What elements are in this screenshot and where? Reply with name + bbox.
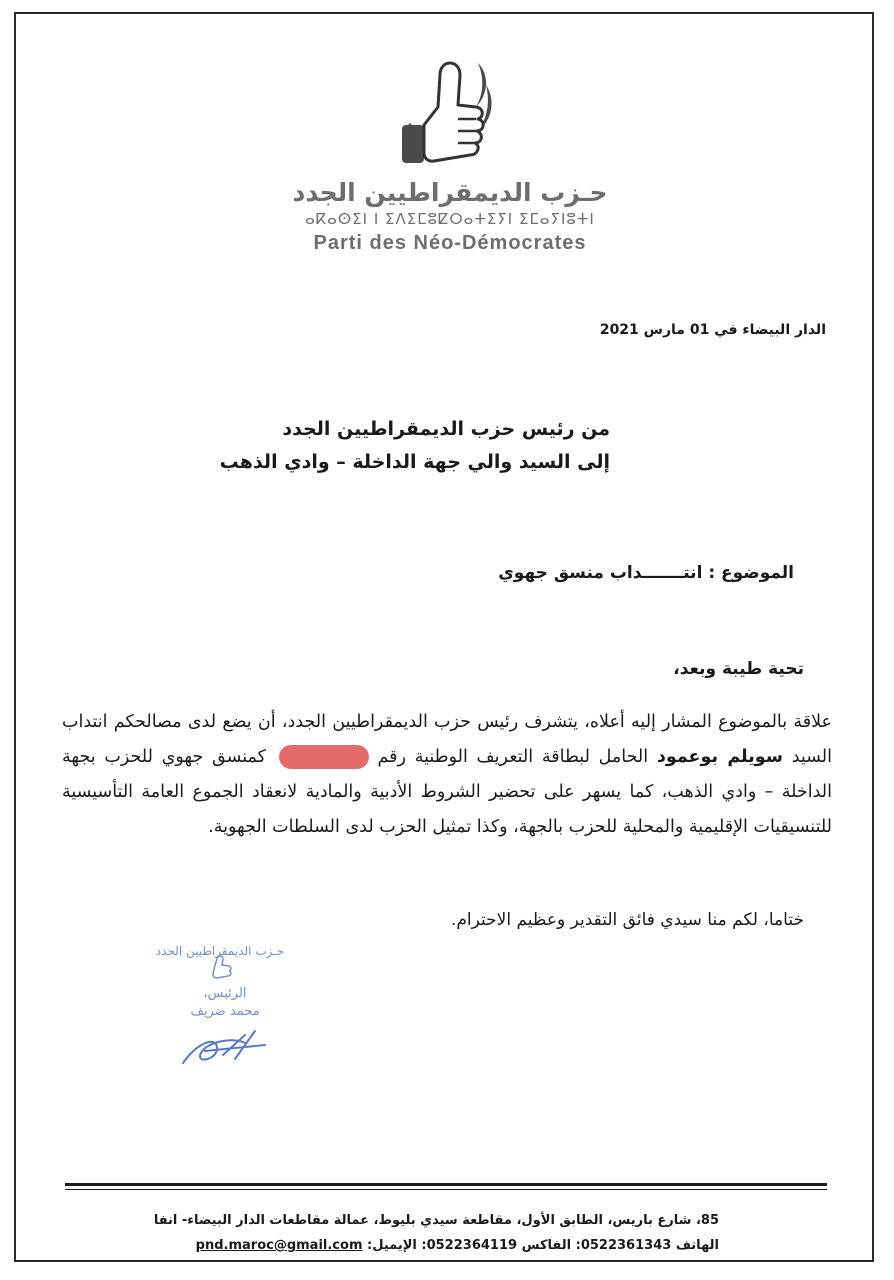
letter-date: الدار البيضاء في 01 مارس 2021 [599,322,826,338]
sender-line: من رئيس حزب الديمقراطيين الجدد [282,418,610,440]
footer-phone-fax: الهاتف 0522361343: الفاكس 0522364119: الإيميل: [362,1238,719,1253]
party-name-french: Parti des Néo-Démocrates [313,232,587,254]
redacted-id-number [279,745,369,769]
party-name-tifinagh: ⴰⴽⴰⵙⵉⵏ ⵏ ⵉⴷⵉⵎⵓⵇⵔⴰⵜⵉⵢⵏ ⵉⵎⴰⵢⵏⵓⵜⵏ [305,210,595,228]
party-name-arabic: حـزب الديمقراطيين الجدد [292,178,608,207]
letter-closing: ختاما، لكم منا سيدي فائق التقدير وعظيم الاحترام. [450,910,804,930]
handwritten-signature [183,1031,265,1063]
delegate-name: سويلم بوعمود [656,747,783,767]
footer-contacts [196,1238,719,1253]
signature-stamp [105,935,345,1085]
recipient-line: إلى السيد والي جهة الداخلة – وادي الذهب [219,451,610,473]
body-part-3: كمنسق جهوي للحزب بجهة الداخلة – وادي الذهب، كما يسهر على تحضير الشروط الأدبية والمادية لانعقاد الجموع العامة التأسيسية للتنسيقيات الإقليمية والمحلية للحزب بالجهة، وكذا تمثيل الحزب لدى السلطات الجهوية. [62,747,832,837]
footer-address: 85، شارع باريس، الطابق الأول، مقاطعة سيدي بليوط، عمالة مقاطعات الدار البيضاء- انفا [153,1213,719,1228]
stamp-title: الرئيس، [203,986,247,1001]
stamp-president-name: محمد ضريف [190,1004,260,1019]
body-part-2: الحامل لبطاقة التعريف الوطنية رقم [368,747,657,767]
footer-divider-thin [65,1189,827,1190]
thumbs-up-logo-icon [380,45,510,170]
footer-email-link[interactable]: pnd.maroc@gmail.com [195,1238,363,1253]
footer-divider-thick [65,1183,827,1186]
body-part-1: علاقة بالموضوع المشار إليه أعلاه، يتشرف رئيس حزب الديمقراطيين الجدد، أن يضع لدى مصالحكم انتداب السيد [62,712,832,767]
letter-greeting: تحية طيبة وبعد، [673,659,804,679]
letter-body [62,705,832,845]
letter-subject: الموضوع : انتـــــــداب منسق جهوي [498,563,794,583]
stamp-party-name: حـزب الديمقراطيين الجدد [155,944,285,958]
